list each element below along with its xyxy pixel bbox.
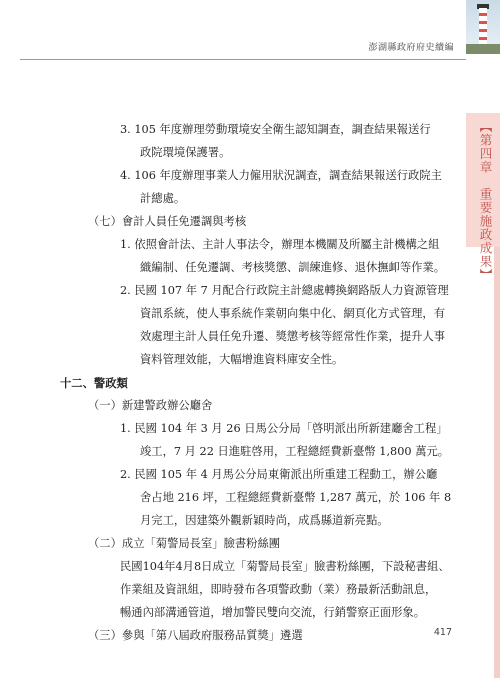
body-line: 竣工，7 月 22 日進駐啓用，工程總經費新臺幣 1,800 萬元。: [140, 445, 450, 458]
body-line: 作業組及資訊組，即時發布各項警政動（業）務最新活動訊息，: [120, 583, 437, 596]
body-line: 計總處。: [140, 192, 186, 205]
body-line: 政院環境保護署。: [140, 146, 231, 159]
body-line: 月完工，因建築外觀新穎時尚，成爲縣道新亮點。: [140, 514, 389, 527]
page-number: 417: [433, 627, 452, 638]
chapter-tab-label: 【第四章 重要施政成果】: [478, 120, 493, 282]
running-header: 澎湖縣政府府史續編: [368, 43, 454, 53]
body-line: 1. 依照會計法、主計人事法令，辦理本機關及所屬主計機構之組: [120, 238, 440, 251]
body-line: 民國104年4月8日成立「菊警局長室」臉書粉絲團，下設秘書組、: [120, 560, 450, 573]
body-line: 舍占地 216 坪，工程總經費新臺幣 1,287 萬元，於 106 年 8: [140, 491, 452, 504]
body-line: 1. 民國 104 年 3 月 26 日馬公分局「啓明派出所新建廳舍工程」: [120, 422, 448, 435]
section-heading: （一）新建警政辦公廳舍: [88, 399, 213, 412]
body-line: 暢通內部溝通管道，增加警民雙向交流，行銷警察正面形象。: [120, 606, 426, 619]
section-heading: （二）成立「菊警局長室」臉書粉絲團: [88, 537, 281, 550]
section-heading: （三）參與「第八屆政府服務品質獎」遴選: [88, 629, 303, 642]
chapter-section-heading: 十二、警政類: [60, 376, 128, 390]
body-line: 織編制、任免遷調、考核獎懲、訓練進修、退休撫卹等作業。: [140, 261, 446, 274]
body-line: 3. 105 年度辦理勞動環境安全衛生認知調查，調查結果報送行: [120, 123, 431, 136]
body-line: 4. 106 年度辦理事業人力僱用狀況調查，調查結果報送行政院主: [120, 169, 442, 182]
body-line: 2. 民國 107 年 7 月配合行政院主計總處轉換網路版人力資源管理: [120, 284, 449, 297]
section-heading: （七）會計人員任免遷調與考核: [88, 215, 247, 228]
body-line: 資訊系統，使人事系統作業朝向集中化、網頁化方式管理，有: [140, 307, 446, 320]
body-line: 資料管理效能，大幅增進資料庫安全性。: [140, 353, 344, 366]
body-line: 效處理主計人員任免升遷、獎懲考核等經常性作業，提升人事: [140, 330, 446, 343]
body-line: 2. 民國 105 年 4 月馬公分局東衛派出所重建工程動工，辦公廳: [120, 468, 438, 481]
